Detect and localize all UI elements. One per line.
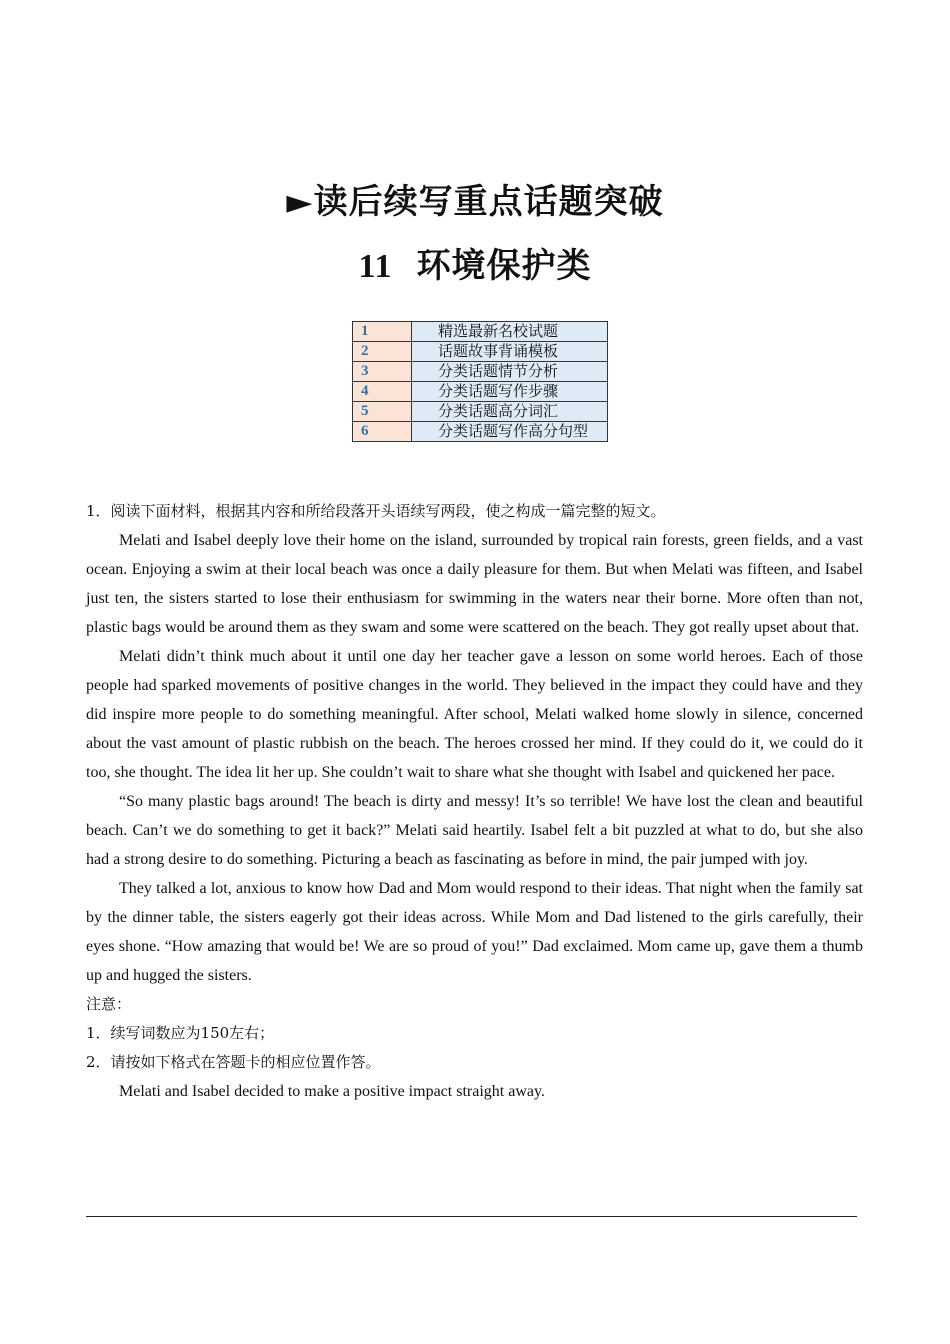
toc-label: 分类话题高分词汇 xyxy=(412,402,608,422)
passage-paragraph-3: “So many plastic bags around! The beach is dirty and messy! It’s so terrible! We have lost the clean and beautiful beach. Can’t we do something to get it back?” Melati said heartily. Isabel felt a bit puzzled at what to do, but she also had a strong desire to do something. Picturing a beach as fascinating as before in mind, the pair jumped with joy. xyxy=(86,793,863,868)
continuation-starter: Melati and Isabel decided to make a positive impact straight away. xyxy=(119,1083,545,1100)
passage-paragraph-2: Melati didn’t think much about it until one day her teacher gave a lesson on some world heroes. Each of those people had sparked movements of positive changes in the world. They believed in the impact they could have and they did inspire more people to do something meaningful. After school, Melati walked home slowly in silence, concerned about the vast amount of plastic rubbish on the beach. The heroes crossed her mind. If they could do it, we could do it too, she thought. The idea lit her up. She couldn’t wait to share what she thought with Isabel and quickened her pace. xyxy=(86,648,863,781)
topic-name: 环境保护类 xyxy=(416,246,592,286)
toc-row xyxy=(353,342,608,362)
title-line1: ►读后续写重点话题突破 xyxy=(286,182,664,222)
passage-paragraph-4: They talked a lot, anxious to know how Dad and Mom would respond to their ideas. That night when the family sat by the dinner table, the sisters eagerly got their ideas across. While Mom and Dad listened to the girls carefully, their eyes shone. “How amazing that would be! We are so proud of you!” Dad exclaimed. Mom came up, gave them a thumb up and hugged the sisters. xyxy=(86,880,863,984)
toc-label: 话题故事背诵模板 xyxy=(412,342,608,362)
table-of-contents xyxy=(352,321,608,442)
toc-label: 分类话题情节分析 xyxy=(412,362,608,382)
toc-row xyxy=(353,402,608,422)
toc-number: 6 xyxy=(353,422,412,442)
toc-number: 1 xyxy=(353,322,412,342)
passage-paragraph-1: Melati and Isabel deeply love their home on the island, surrounded by tropical rain forests, green fields, and a vast ocean. Enjoying a swim at their local beach was once a daily pleasure for them. But when Melati was fifteen, and Isabel just ten, the sisters started to lose their enthusiasm for swimming in the waters near their borne. More often than not, plastic bags would be around them as they swam and some were scattered on the beach. They got really upset about that. xyxy=(86,532,863,636)
note-word-count: 1．续写词数应为150左右； xyxy=(86,1024,275,1042)
document-title xyxy=(0,174,950,223)
toc-row xyxy=(353,362,608,382)
document-subtitle xyxy=(0,238,950,287)
note-heading: 注意： xyxy=(86,995,132,1013)
toc-row xyxy=(353,382,608,402)
question-instruction: 1．阅读下面材料，根据其内容和所给段落开头语续写两段，使之构成一篇完整的短文。 xyxy=(86,502,666,520)
toc-row xyxy=(353,322,608,342)
toc-label: 分类话题写作步骤 xyxy=(412,382,608,402)
note-answer-format: 2．请按如下格式在答题卡的相应位置作答。 xyxy=(86,1053,381,1071)
toc-number: 4 xyxy=(353,382,412,402)
topic-number: 11 xyxy=(358,248,393,285)
toc-label: 精选最新名校试题 xyxy=(412,322,608,342)
toc-number: 5 xyxy=(353,402,412,422)
answer-line xyxy=(86,1216,857,1217)
toc-number: 3 xyxy=(353,362,412,382)
toc-row xyxy=(353,422,608,442)
toc-number: 2 xyxy=(353,342,412,362)
question-body xyxy=(86,497,863,1106)
toc-label: 分类话题写作高分句型 xyxy=(412,422,608,442)
